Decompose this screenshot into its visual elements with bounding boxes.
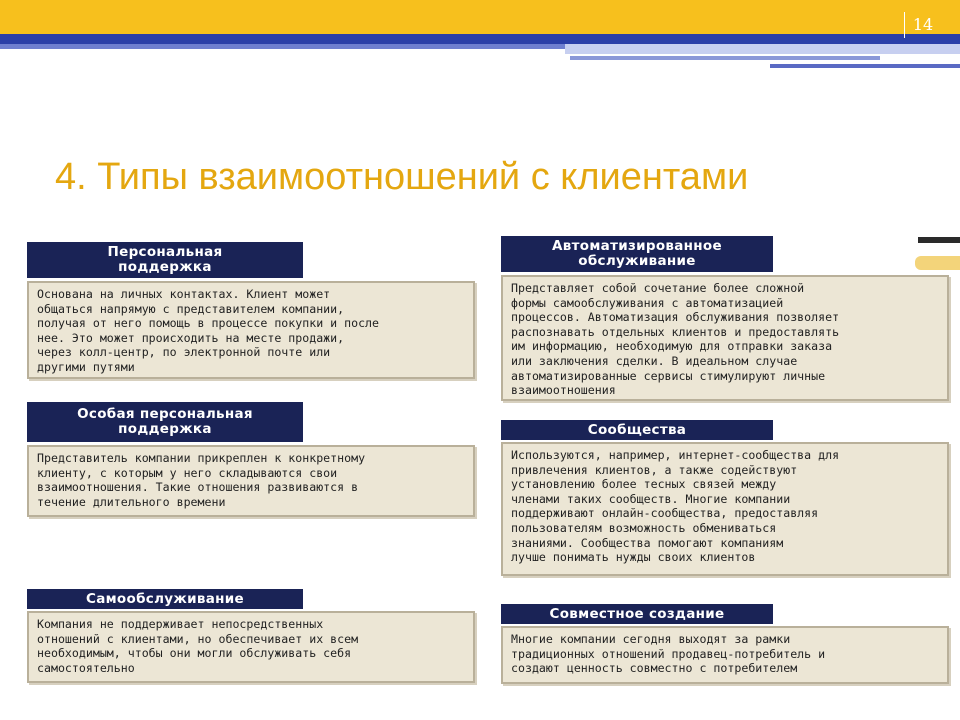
slide-title: 4. Типы взаимоотношений с клиентами	[55, 156, 749, 198]
card-line: самостоятельно	[37, 660, 135, 675]
card-line: формы самообслуживания с автоматизацией	[511, 295, 784, 310]
card-heading-selfservice	[27, 589, 303, 609]
card-line: Основана на личных контактах. Клиент может	[37, 287, 331, 301]
card-heading-line1: Совместное создание	[549, 605, 725, 622]
card-line: другими путями	[37, 359, 135, 374]
header-stripe-a	[565, 44, 960, 54]
card-body-selfservice	[27, 611, 475, 683]
card-line: установлению более тесных связей между	[511, 477, 777, 492]
card-line: через колл-центр, по электронной почте или	[37, 345, 331, 360]
card-heading-communities	[501, 420, 773, 440]
card-heading-personal	[27, 242, 303, 278]
card-body-communities	[501, 442, 949, 576]
card-heading-line2: поддержка	[118, 421, 212, 437]
card-line: течение длительного времени	[37, 494, 226, 509]
header-stripe-b	[570, 56, 880, 60]
card-heading-line2: поддержка	[118, 259, 212, 275]
card-line: Представляет собой сочетание более сложной	[511, 281, 805, 295]
card-heading-line1: Особая персональная	[77, 406, 253, 422]
card-heading-line2: обслуживание	[578, 253, 696, 269]
header-gold-band	[0, 0, 960, 34]
card-line: клиенту, с которым у него складываются свои	[37, 465, 338, 480]
card-line: поддерживают онлайн-сообщества, предоставляя	[511, 506, 819, 521]
card-line: Многие компании сегодня выходят за рамки	[511, 632, 791, 646]
card-body-automated	[501, 275, 949, 401]
card-body-personal	[27, 281, 475, 379]
card-line: нее. Это может происходить на месте продажи,	[37, 330, 345, 345]
card-body-dedicated	[27, 445, 475, 517]
edge-decoration-dark	[918, 237, 960, 243]
card-line: знаниями. Сообщества помогают компаниям	[511, 535, 784, 550]
card-line: привлечения клиентов, а также содействуют	[511, 462, 798, 477]
card-line: Представитель компании прикреплен к конкретному	[37, 451, 366, 465]
card-heading-line1: Сообщества	[587, 421, 687, 438]
card-line: отношений с клиентами, но обеспечивает их всем	[37, 631, 359, 646]
header-stripe-c	[770, 64, 960, 68]
card-line: членами таких сообществ. Многие компании	[511, 491, 791, 506]
card-line: общаться напрямую с представителем компании,	[37, 301, 345, 316]
card-line: Компания не поддерживает непосредственных	[37, 617, 324, 631]
card-body-cocreation	[501, 626, 949, 684]
card-heading-line1: Автоматизированное	[552, 238, 722, 254]
header-blue-stripe	[0, 44, 620, 49]
slide-number: 14	[904, 12, 941, 38]
card-heading-line1: Самообслуживание	[85, 590, 244, 607]
card-line: взаимоотношения	[511, 383, 616, 398]
header-blue-band	[0, 34, 960, 44]
edge-decoration-gold	[915, 256, 960, 270]
card-line: процессов. Автоматизация обслуживания позволяет	[511, 310, 840, 325]
card-line: необходимым, чтобы они могли обслуживать себя	[37, 646, 352, 661]
card-heading-dedicated	[27, 402, 303, 442]
card-line: распознавать отдельных клиентов и предоставлять	[511, 324, 840, 339]
card-line: автоматизированные сервисы стимулируют личные	[511, 368, 826, 383]
card-line: традиционных отношений продавец-потребитель и	[511, 646, 826, 661]
card-line: пользователям возможность обмениваться	[511, 520, 777, 535]
card-line: Используются, например, интернет-сообщества для	[511, 448, 840, 462]
card-line: или заключения сделки. В идеальном случае	[511, 353, 798, 368]
card-line: им информацию, необходимую для отправки заказа	[511, 339, 833, 354]
card-heading-line1: Персональная	[107, 244, 223, 260]
card-line: лучше понимать нужды своих клиентов	[511, 550, 756, 565]
card-line: создают ценность совместно с потребителем	[511, 661, 798, 676]
card-heading-automated	[501, 236, 773, 272]
card-line: взаимоотношения. Такие отношения развиваются в	[37, 480, 359, 495]
card-heading-cocreation	[501, 604, 773, 624]
card-line: получая от него помощь в процессе покупки и после	[37, 316, 380, 331]
